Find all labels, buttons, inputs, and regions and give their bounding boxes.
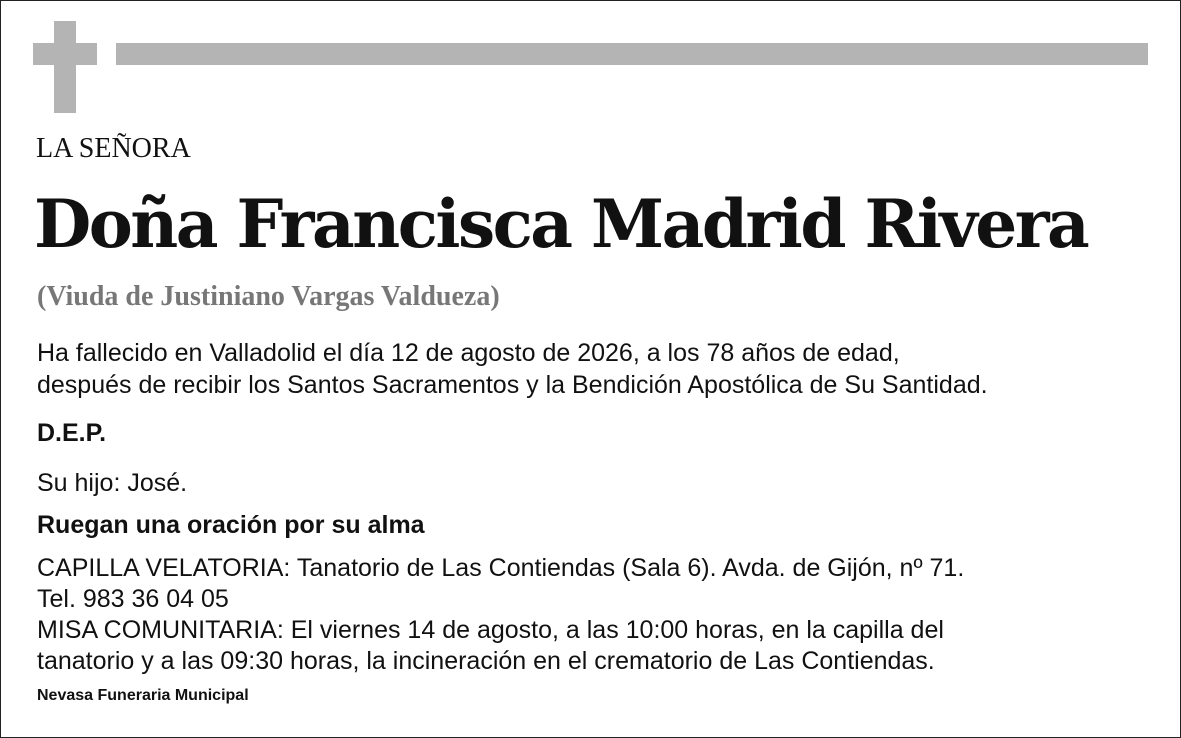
chapel-line: CAPILLA VELATORIA: Tanatorio de Las Contiendas (Sala 6). Avda. de Gijón, nº 71.	[37, 554, 965, 582]
chapel-phone: Tel. 983 36 04 05	[37, 585, 229, 613]
service-details	[37, 553, 964, 677]
death-line: Ha fallecido en Valladolid el día 12 de agosto de 2026, a los 78 años de edad,	[37, 339, 900, 367]
death-line: después de recibir los Santos Sacramentos y la Bendición Apostólica de Su Santidad.	[37, 371, 988, 399]
death-announcement	[37, 337, 988, 401]
header-rule	[116, 43, 1148, 65]
rip-text: D.E.P.	[37, 419, 107, 447]
mass-line: tanatorio y a las 09:30 horas, la incineración en el crematorio de Las Contiendas.	[37, 647, 935, 675]
cross-horizontal-bar	[33, 43, 97, 65]
prayer-request: Ruegan una oración por su alma	[37, 511, 425, 539]
relation-subtitle: (Viuda de Justiniano Vargas Valdueza)	[37, 281, 500, 312]
family-text: Su hijo: José.	[37, 469, 188, 497]
honorific-label: LA SEÑORA	[36, 133, 191, 164]
funeral-home-name: Nevasa Funeraria Municipal	[37, 687, 249, 704]
deceased-name: Doña Francisca Madrid Rivera	[34, 185, 1088, 263]
cross-vertical-bar	[54, 21, 76, 113]
mass-line: MISA COMUNITARIA: El viernes 14 de agosto, a las 10:00 horas, en la capilla del	[37, 616, 944, 644]
